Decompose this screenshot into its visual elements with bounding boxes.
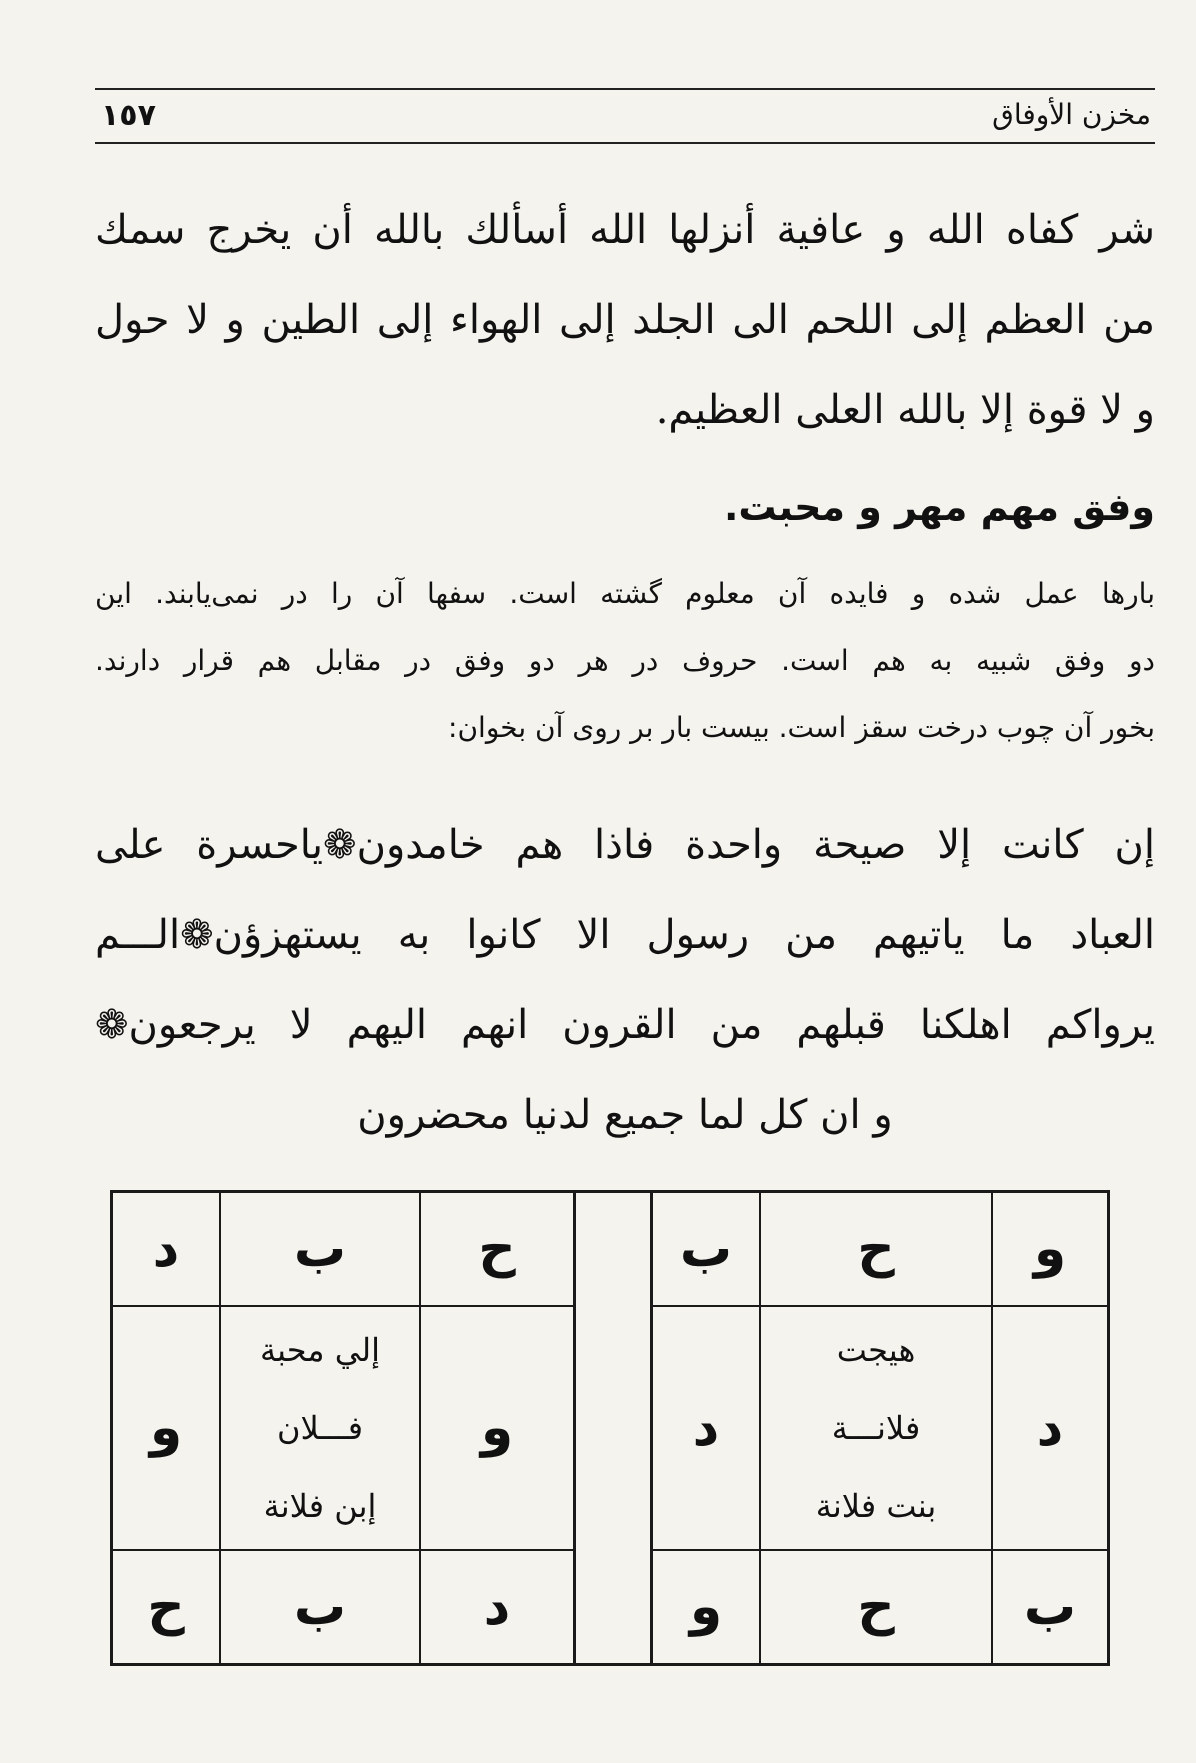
right-cell-mid-left: د: [653, 1307, 761, 1551]
left-cell-top-center: ب: [221, 1193, 421, 1307]
verse-line: يرواكم اهلكنا قبلهم من القرون انهم اليهم لا يرجعون❁: [95, 1002, 1155, 1048]
left-cell-bottom-left: ح: [113, 1551, 221, 1663]
left-cell-bottom-right: د: [483, 1577, 511, 1637]
right-cell-mid-right: د: [993, 1307, 1107, 1551]
right-cell-bottom-center: ح: [761, 1551, 993, 1663]
left-name-line: إلي محبة: [259, 1331, 381, 1369]
section-description: [95, 560, 1155, 761]
right-name-line: فلانـــة: [831, 1409, 921, 1447]
right-square: [653, 1193, 1107, 1663]
right-cell-bottom-left: و: [653, 1551, 761, 1663]
verse-block: [95, 800, 1155, 1160]
section-heading: وفق مهم مهر و محبت.: [723, 485, 1155, 529]
verse-line: و ان كل لما جميع لدنيا محضرون: [357, 1092, 893, 1138]
left-cell-bottom-center: ب: [221, 1551, 421, 1663]
left-name-line: فـــلان: [277, 1409, 364, 1447]
left-cell-mid-right: و: [421, 1307, 573, 1551]
header-rule-bottom: [95, 142, 1155, 144]
header-rule-top: [95, 88, 1155, 90]
page-number: ١٥٧: [101, 98, 156, 133]
description-line: دو وفق شبيه به هم است. حروف در هر دو وفق در مقابل هم قرار دارند.: [95, 644, 1155, 677]
description-line: بخور آن چوب درخت سقز است. بيست بار بر روى آن بخوان:: [448, 711, 1155, 744]
left-square: [113, 1193, 573, 1663]
book-title: مخزن الأوفاق: [992, 98, 1151, 131]
left-cell-top-left: د: [113, 1193, 221, 1307]
prayer-line: و لا قوة إلا بالله العلى العظيم.: [655, 387, 1155, 433]
prayer-line: شر كفاه الله و عافية أنزلها الله أسألك بالله أن يخرج سمك: [95, 207, 1155, 253]
right-cell-top-right: و: [993, 1193, 1107, 1307]
left-name-line: إبن فلانة: [263, 1487, 377, 1525]
right-cell-top-left: ب: [653, 1193, 761, 1307]
verse-line: إن كانت إلا صيحة واحدة فاذا هم خامدون❁ياحسرة على: [95, 822, 1155, 868]
right-name-line: بنت فلانة: [815, 1487, 937, 1525]
wafq-grids: [110, 1190, 1110, 1666]
left-cell-mid-center: [221, 1307, 421, 1551]
left-cell-top-right: ح: [421, 1193, 573, 1307]
right-cell-mid-center: [761, 1307, 993, 1551]
left-cell-mid-left: و: [113, 1307, 221, 1551]
description-line: بارها عمل شده و فايده آن معلوم گشته است. سفها آن را در نمى‌يابند. اين: [95, 577, 1155, 610]
grid-divider: [573, 1193, 653, 1663]
prayer-paragraph: [95, 185, 1155, 455]
prayer-line: من العظم إلى اللحم الى الجلد إلى الهواء إلى الطين و لا حول: [95, 297, 1155, 343]
page-header: [95, 88, 1155, 144]
right-cell-top-center: ح: [761, 1193, 993, 1307]
right-cell-bottom-right: ب: [1023, 1577, 1077, 1637]
verse-line: العباد ما ياتيهم من رسول الا كانوا به يستهزؤن❁الـــم: [95, 912, 1155, 958]
right-name-line: هيجت: [836, 1331, 916, 1369]
